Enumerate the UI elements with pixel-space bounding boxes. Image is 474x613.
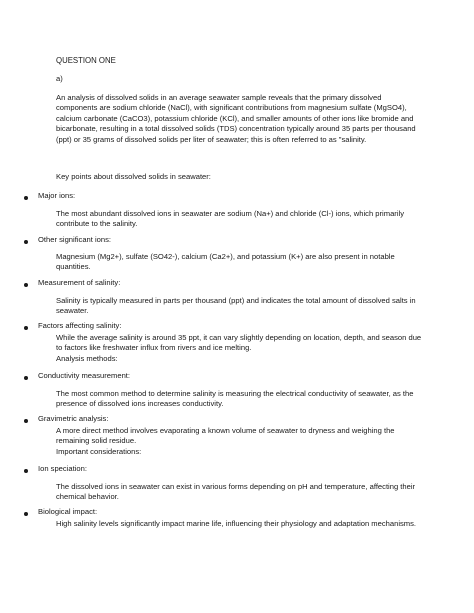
bullet-icon (24, 326, 28, 330)
bullet-body: Magnesium (Mg2+), sulfate (SO42-), calcium (Ca2+), and potassium (K+) are also present in notable quantities. (56, 252, 395, 272)
bullet-title: Major ions: (38, 191, 76, 200)
section-subheading: Important considerations: (56, 447, 142, 456)
bullet-icon (24, 419, 28, 423)
subpart-label: a) (56, 74, 63, 83)
bullet-title: Biological impact: (38, 507, 98, 516)
key-points-intro: Key points about dissolved solids in seawater: (56, 172, 211, 181)
bullet-body: Salinity is typically measured in parts per thousand (ppt) and indicates the total amount of dissolved salts in seawater. (56, 296, 416, 316)
question-heading: QUESTION ONE (56, 56, 116, 65)
bullet-title: Ion speciation: (38, 464, 87, 473)
bullet-body: High salinity levels significantly impact marine life, influencing their physiology and adaptation mechanisms. (56, 519, 417, 528)
bullet-icon (24, 512, 28, 516)
bullet-icon (24, 469, 28, 473)
bullet-title: Measurement of salinity: (38, 278, 121, 287)
bullet-title: Other significant ions: (38, 235, 112, 244)
bullet-body: The most abundant dissolved ions in seawater are sodium (Na+) and chloride (Cl-) ions, which primarily contribute to the salinity. (56, 209, 404, 229)
bullet-title: Conductivity measurement: (38, 371, 131, 380)
bullet-icon (24, 196, 28, 200)
bullet-icon (24, 376, 28, 380)
bullet-body: While the average salinity is around 35 ppt, it can vary slightly depending on location, depth, and season due to factors like freshwater influx from rivers and ice melting. (56, 333, 422, 353)
bullet-icon (24, 283, 28, 287)
bullet-body: The dissolved ions in seawater can exist in various forms depending on pH and temperature, affecting their chemical behavior. (56, 482, 416, 502)
bullet-body: The most common method to determine salinity is measuring the electrical conductivity of seawater, as the presence of dissolved ions increases conductivity. (56, 389, 414, 409)
bullet-body: A more direct method involves evaporating a known volume of seawater to dryness and weighing the remaining solid residue. (56, 426, 395, 446)
intro-paragraph: An analysis of dissolved solids in an average seawater sample reveals that the primary dissolved components are sodium chloride (NaCl), with significant contributions from magnesium sulfate (MgSO4), calcium carbonate (CaCO3), potassium chloride (KCl), and smaller amounts of other ions like bromide and bicarbonate, resulting in a total dissolved solids (TDS) concentration typically around 35 parts per thousand (ppt) or 35 grams of dissolved solids per liter of seawater; this is often referred to as "salinity. (56, 93, 416, 144)
bullet-title: Factors affecting salinity: (38, 321, 122, 330)
section-subheading: Analysis methods: (56, 354, 118, 363)
bullet-icon (24, 240, 28, 244)
bullet-title: Gravimetric analysis: (38, 414, 109, 423)
